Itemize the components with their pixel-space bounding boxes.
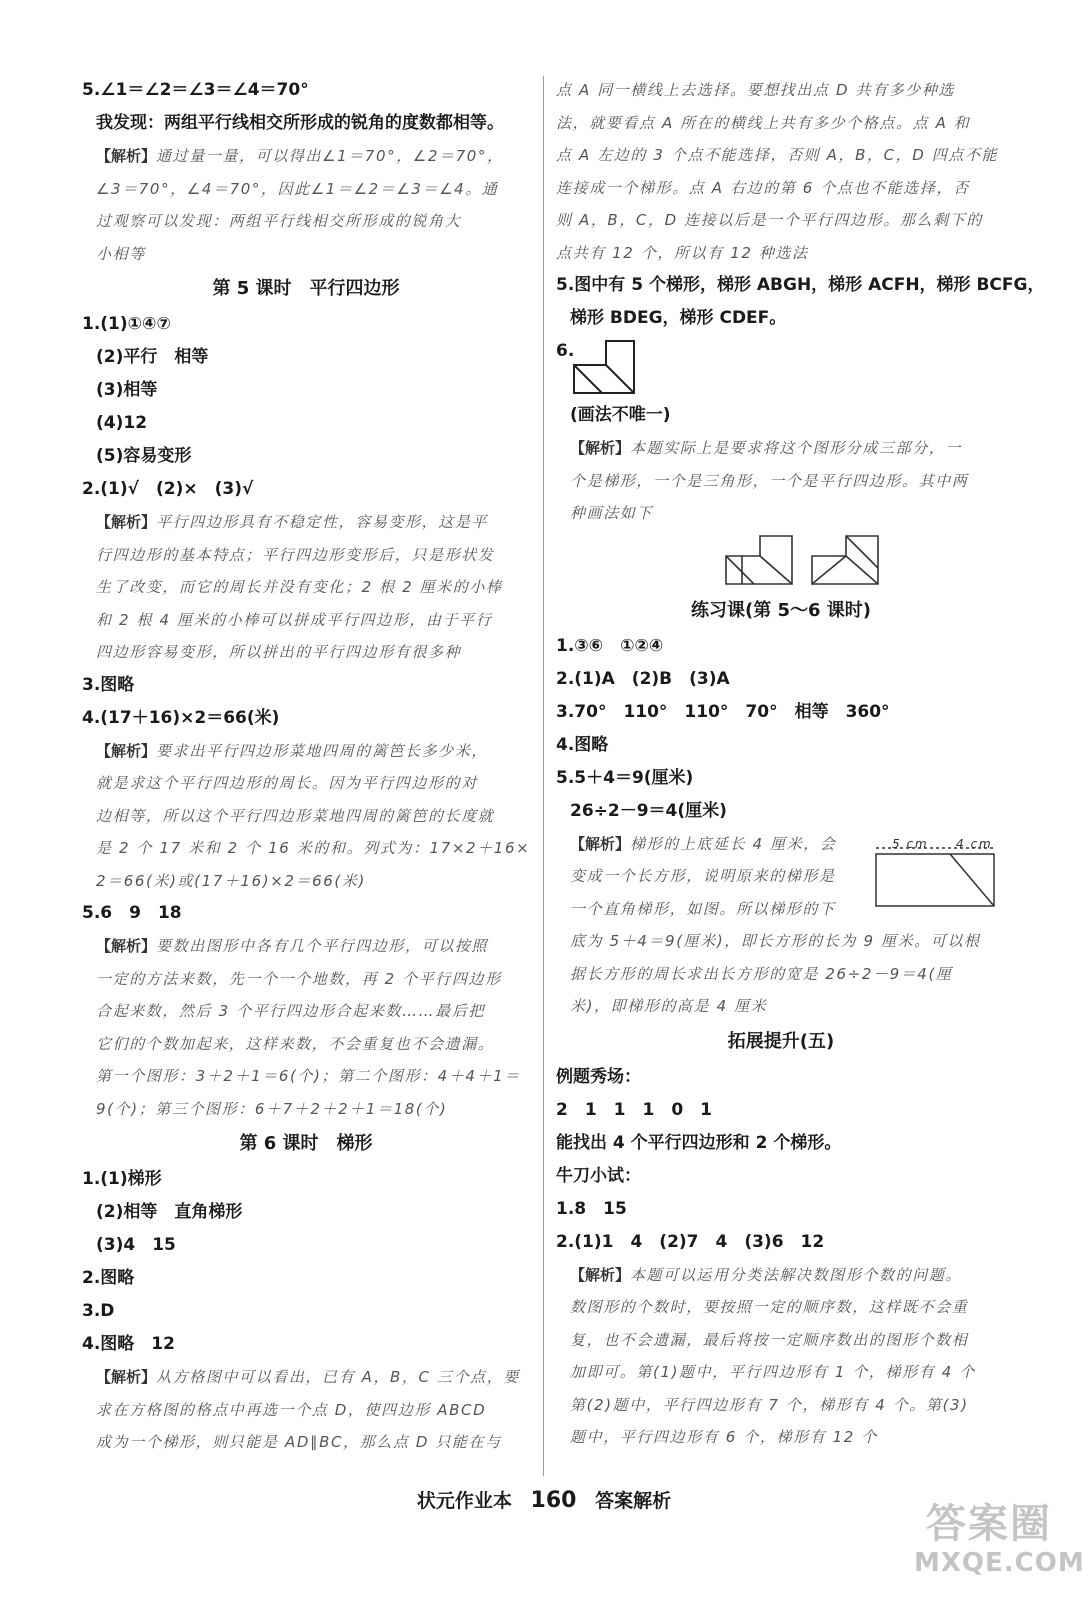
footer-book-title: 状元作业本 [416,1490,512,1512]
analysis-continuation: 点 A 同一横线上去选择。要想找出点 D 共有多少种选 法，就要看点 A 所在的横线上共有多少个格点。点 A 和 点 A 左边的 3 个点不能选择，否则 A，B，C，D 四点不能 连接成一个梯形。点 A 右边的第 6 个点也不能选择，否 则 A，B，C，D 连接以后是一个平行四边形。那么剩下的 点共有 12 个，所以有 12 种选法 [556,81,999,262]
answer-6-figure [556,335,1006,399]
answer-line: (2)相等 直角梯形 [96,1202,243,1222]
watermark-url: MXQE.COM [914,1548,1085,1578]
answer-line: (4)12 [96,413,148,433]
division-figure-a [724,534,796,586]
analysis-block: 【解析】本题实际上是要求将这个图形分成三部分，一 个是梯形，一个是三角形，一个是平行四边形。其中两 种画法如下 [570,439,969,522]
division-figure-b [810,534,882,586]
answer-line: (3)4 15 [96,1235,176,1255]
trapezoid-rectangle-figure [872,838,1000,910]
answer-line: 3.图略 [82,674,135,695]
left-column [82,74,530,1459]
answer-line: 1.8 15 [556,1198,627,1219]
analysis-block: 【解析】本题可以运用分类法解决数图形个数的问题。 数图形的个数时，要按照一定的顺序数，这样既不会重 复，也不会遗漏，最后将按一定顺序数出的图形个数相 加即可。第(1)题中，平行四边形有 1 个，梯形有 4 个 第(2)题中，平行四边形有 7 个，梯形有 4 个。第(3) 题中，平行四边形有 6 个，梯形有 12 个 [570,1265,976,1446]
answer-line: 1.(1)①④⑦ [82,314,171,334]
answer-line: 2.(1)√ (2)× (3)√ [82,479,254,499]
answer-line: 1.(1)梯形 [82,1169,162,1189]
answer-line: 5.6 9 18 [82,903,182,923]
answer-line: 3.70° 110° 110° 70° 相等 360° [556,701,890,722]
answer-line: 5.∠1＝∠2＝∠3＝∠4＝70° [82,80,309,100]
answer-line: 2.(1)A (2)B (3)A [556,668,730,689]
analysis-block: 【解析】要求出平行四边形菜地四周的篱笆长多少米， 就是求这个平行四边形的周长。因为平行四边形的对 边相等，所以这个平行四边形菜地四周的篱笆的长度就 是 2 个 17 米和 2 个 16 米的和。列式为：17×2＋16× 2＝66(米)或(17＋16)×2＝66(米) [96,741,530,890]
right-column [556,74,1045,1454]
answer-line: 4.图略 [556,734,609,755]
analysis-tag: 【解析】 [96,937,157,955]
answer-line: 2.(1)1 4 (2)7 4 (3)6 12 [556,1231,825,1252]
l-shape-figure [572,339,642,395]
analysis-tag: 【解析】 [96,1368,157,1386]
answer-line: 能找出 4 个平行四边形和 2 个梯形。 [556,1132,842,1153]
answer-line: 4.(17＋16)×2＝66(米) [82,707,280,728]
watermark-text: 答案圈 [926,1501,1052,1547]
answer-line: (3)相等 [96,380,158,400]
answer-line: 5.图中有 5 个梯形，梯形 ABGH，梯形 ACFH，梯形 BCFG， [556,275,1045,295]
page-number: 160 [530,1488,577,1513]
footer-section-title: 答案解析 [595,1490,672,1512]
analysis-block: 【解析】平行四边形具有不稳定性，容易变形，这是平 行四边形的基本特点；平行四边形变形后，只是形状发 生了改变，而它的周长并没有变化；2 根 2 厘米的小棒 和 2 根 4 厘米的小棒可以拼成平行四边形，由于平行 四边形容易变形，所以拼出的平行四边形有很多种 [96,513,503,661]
division-figures [556,530,1006,592]
section-heading: 第 6 课时 梯形 [239,1133,373,1154]
watermark-logo [914,1488,1085,1588]
answer-line: 5.5＋4＝9(厘米) [556,767,694,788]
answer-line: 牛刀小试： [556,1165,641,1186]
analysis-block: 【解析】从方格图中可以看出，已有 A，B，C 三个点，要 求在方格图的格点中再选一个点 D，使四边形 ABCD 成为一个梯形，则只能是 AD∥BC，那么点 D 只能在与 [96,1368,520,1451]
answer-line: (2)平行 相等 [96,347,209,367]
analysis-block: 5 cm 4 cm 【解析】梯形的上底延长 4 厘米，会 变成一个长方形，说明原来的梯形是 一个直角梯形，如图。所以梯形的下 底为 5＋4＝9(厘米)，即长方形的长为 9 厘米。可以根 据长方形的周长求出长方形的宽是 26÷2－9＝4(厘 米)，即梯形的高是 4 厘米 [556,828,1006,1023]
section-heading: 拓展提升(五) [727,1030,835,1052]
answer-line: 26÷2－9＝4(厘米) [570,800,727,821]
answer-line: 2 1 1 1 0 1 [556,1099,712,1120]
analysis-block: 【解析】要数出图形中各有几个平行四边形，可以按照 一定的方法来数，先一个一个地数，再 2 个平行四边形 合起来数，然后 3 个平行四边形合起来数……最后把 它们的个数加起来，这样来数，不会重复也不会遗漏。 第一个图形：3＋2＋1＝6(个)；第二个图形：4＋4＋1＝ 9(个)；第三个图形：6＋7＋2＋2＋1＝18(个) [96,937,521,1118]
answer-line: (画法不唯一) [570,405,671,425]
answer-line: 我发现：两组平行线相交所形成的锐角的度数都相等。 [96,113,504,133]
section-heading: 第 5 课时 平行四边形 [212,278,400,299]
section-heading: 练习课(第 5～6 课时) [690,599,872,621]
fig-label-top: 5 cm [892,837,929,851]
fig-label-top: 4 cm [956,837,993,851]
analysis-block: 【解析】通过量一量，可以得出∠1＝70°，∠2＝70°， ∠3＝70°，∠4＝70°，因此∠1＝∠2＝∠3＝∠4。通 过观察可以发现：两组平行线相交所形成的锐角大 小相等 [96,147,504,263]
answer-line: 3.D [82,1301,115,1321]
answer-line: 2.图略 [82,1268,135,1288]
analysis-tag: 【解析】 [96,513,157,531]
analysis-tag: 【解析】 [96,741,157,760]
answer-line: 6. [556,341,575,361]
analysis-tag: 【解析】 [570,834,631,853]
answer-line: 例题秀场： [556,1066,641,1087]
answer-line: 4.图略 12 [82,1334,175,1354]
answer-line: 1.③⑥ ①②④ [556,635,664,656]
analysis-tag: 【解析】 [570,439,631,457]
analysis-tag: 【解析】 [96,147,157,165]
answer-line: 梯形 BDEG，梯形 CDEF。 [570,308,787,328]
answer-line: (5)容易变形 [96,446,192,466]
column-divider [543,76,544,1476]
analysis-tag: 【解析】 [570,1265,631,1284]
